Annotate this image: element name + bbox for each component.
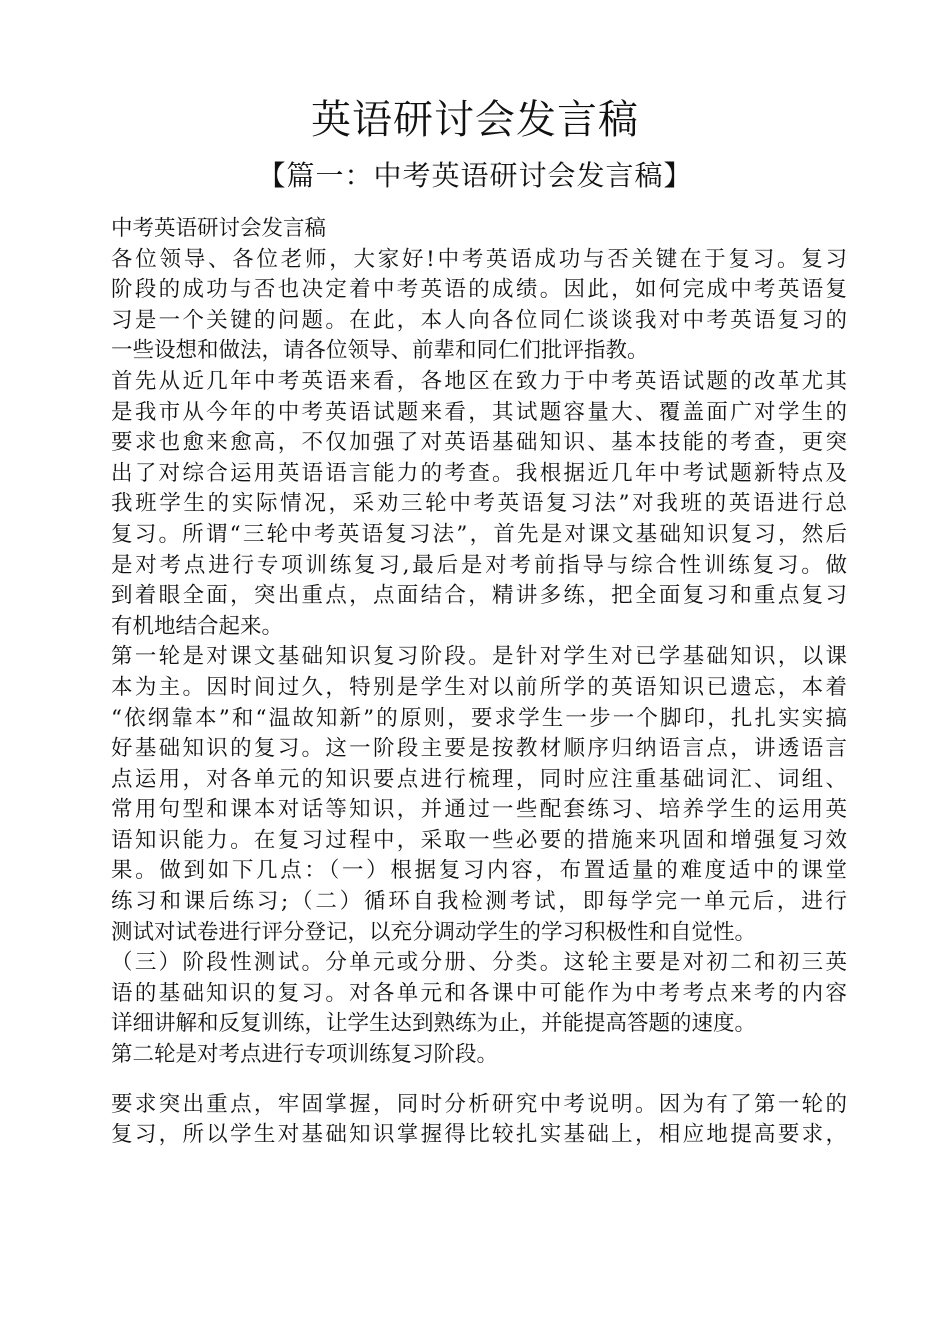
text-line: 出了对综合运用英语语言能力的考查。我根据近几年中考试题新特点及 — [111, 460, 847, 486]
page-title: 英语研讨会发言稿 — [311, 97, 639, 143]
text-line: 练习和课后练习;（二）循环自我检测考试，即每学完一单元后，进行 — [111, 889, 847, 915]
text-line: 点运用，对各单元的知识要点进行梳理，同时应注重基础词汇、词组、 — [111, 766, 847, 792]
text-line: 本为主。因时间过久，特别是学生对以前所学的英语知识已遗忘，本着 — [111, 674, 847, 700]
text-line: “依纲靠本”和“温故知新”的原则，要求学生一步一个脚印，扎扎实实搞 — [111, 705, 847, 731]
text-line: 常用句型和课本对话等知识，并通过一些配套练习、培养学生的运用英 — [111, 797, 847, 823]
text-line: 测试对试卷进行评分登记，以充分调动学生的学习积极性和自觉性。 — [111, 919, 757, 945]
text-line: 要求也愈来愈高，不仅加强了对英语基础知识、基本技能的考查，更突 — [111, 430, 847, 456]
text-line: 复习。所谓“三轮中考英语复习法”，首先是对课文基础知识复习，然后 — [111, 521, 847, 547]
text-line: 各位领导、各位老师，大家好!中考英语成功与否关键在于复习。复习 — [111, 246, 847, 272]
text-line: 语的基础知识的复习。对各单元和各课中可能作为中考考点来考的内容 — [111, 980, 847, 1006]
text-line: 一些设想和做法，请各位领导、前辈和同仁们批评指教。 — [111, 338, 649, 364]
text-line: 复习，所以学生对基础知识掌握得比较扎实基础上，相应地提高要求， — [111, 1122, 847, 1148]
paragraph-gap — [111, 1071, 847, 1090]
text-line: 我班学生的实际情况，采劝三轮中考英语复习法”对我班的英语进行总 — [111, 491, 847, 517]
text-line: 语知识能力。在复习过程中，采取一些必要的措施来巩固和增强复习效 — [111, 827, 847, 853]
body-text — [111, 214, 847, 1151]
text-line: 首先从近几年中考英语来看，各地区在致力于中考英语试题的改革尤其 — [111, 368, 847, 394]
text-line: 习是一个关键的问题。在此，本人向各位同仁谈谈我对中考英语复习的 — [111, 307, 847, 333]
text-line: 是对考点进行专项训练复习,最后是对考前指导与综合性训练复习。做 — [111, 552, 847, 578]
text-line: 阶段的成功与否也决定着中考英语的成绩。因此，如何完成中考英语复 — [111, 277, 847, 303]
text-line: 第二轮是对考点进行专项训练复习阶段。 — [111, 1042, 499, 1068]
text-line: 要求突出重点，牢固掌握，同时分析研究中考说明。因为有了第一轮的 — [111, 1091, 847, 1117]
section-heading: 【篇一：中考英语研讨会发言稿】 — [257, 159, 693, 192]
text-line: 详细讲解和反复训练，让学生达到熟练为止，并能提高答题的速度。 — [111, 1011, 757, 1037]
text-line: （三）阶段性测试。分单元或分册、分类。这轮主要是对初二和初三英 — [111, 950, 847, 976]
text-line: 到着眼全面，突出重点，点面结合，精讲多练，把全面复习和重点复习 — [111, 583, 847, 609]
text-line: 是我市从今年的中考英语试题来看，其试题容量大、覆盖面广对学生的 — [111, 399, 847, 425]
text-line: 有机地结合起来。 — [111, 613, 284, 639]
text-line: 好基础知识的复习。这一阶段主要是按教材顺序归纳语言点，讲透语言 — [111, 736, 847, 762]
text-line: 第一轮是对课文基础知识复习阶段。是针对学生对已学基础知识，以课 — [111, 644, 847, 670]
text-line: 中考英语研讨会发言稿 — [111, 216, 327, 241]
text-line: 果。做到如下几点：（一）根据复习内容，布置适量的难度适中的课堂 — [111, 858, 847, 884]
